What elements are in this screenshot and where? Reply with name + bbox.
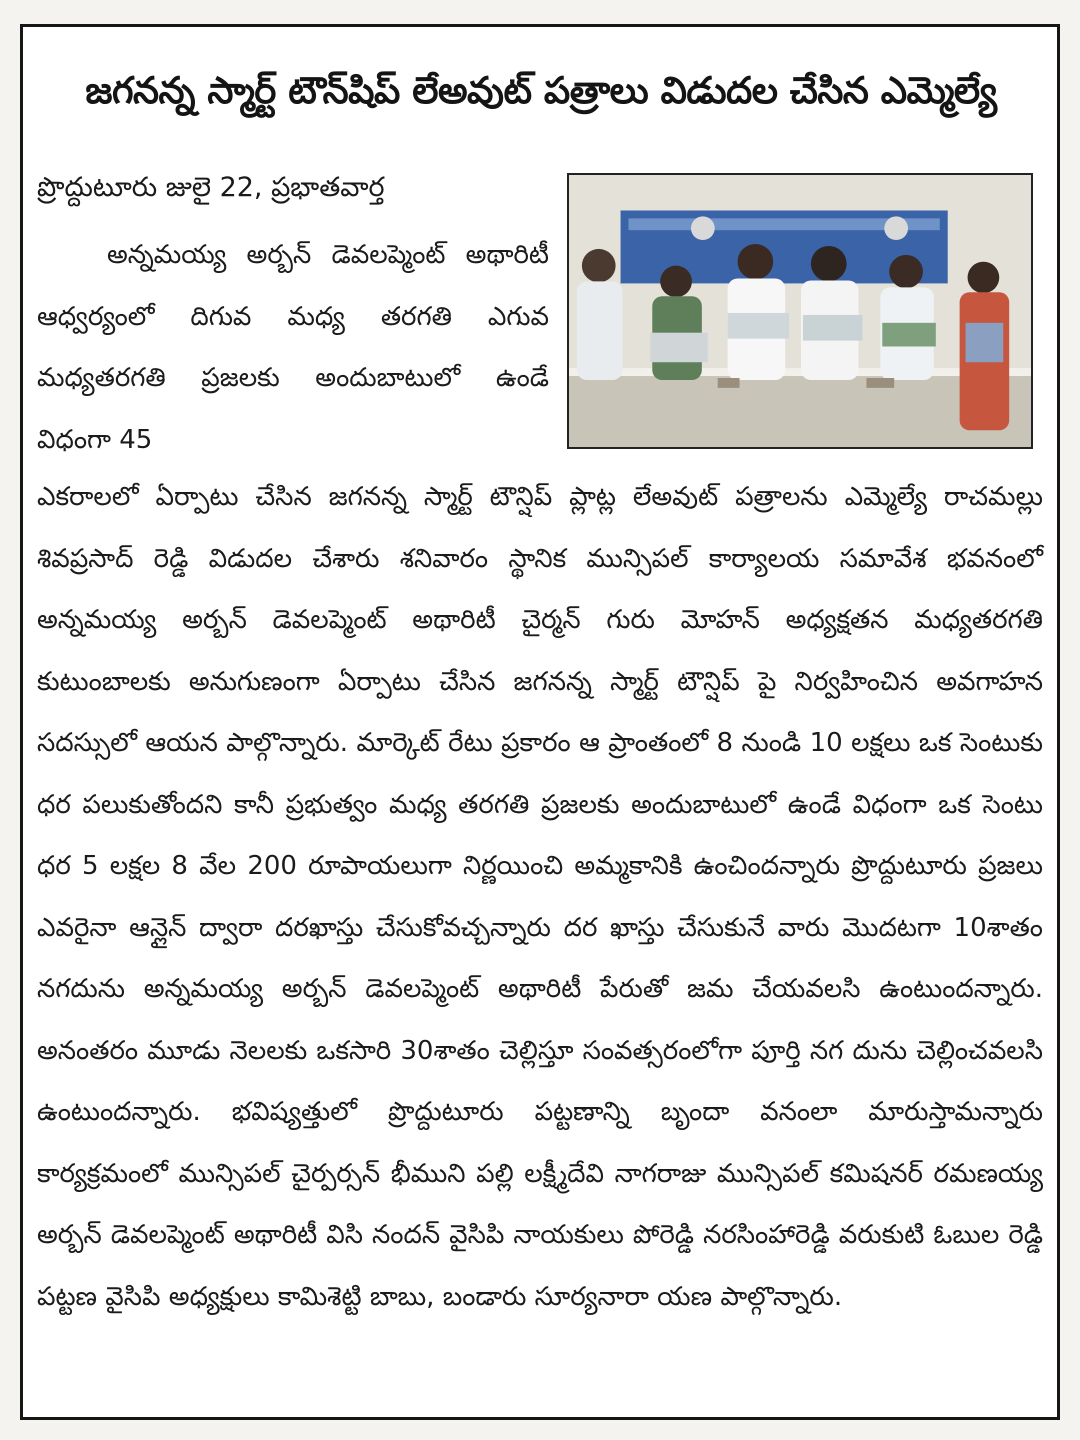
newspaper-clipping [20,24,1060,1420]
main-paragraph: ఎకరాలలో ఏర్పాటు చేసిన జగనన్న స్మార్ట్ టౌన్షిప్ ప్లాట్ల లేఅవుట్ పత్రాలను ఎమ్మెల్యే రాచమల్లు శివప్రసాద్ రెడ్డి విడుదల చేశారు శనివారం స్థానిక మున్సిపల్ కార్యాలయ సమావేశ భవనంలో అన్నమయ్య అర్బన్ డెవలప్మెంట్ అథారిటీ చైర్మన్ గురు మోహన్ అధ్యక్షతన మధ్యతరగతి కుటుంబాలకు అనుగుణంగా ఏర్పాటు చేసిన జగనన్న స్మార్ట్ టౌన్షిప్ పై నిర్వహించిన అవగాహన సదస్సులో ఆయన పాల్గొన్నారు. మార్కెట్ రేటు ప్రకారం ఆ ప్రాంతంలో 8 నుండి 10 లక్షలు ఒక సెంటుకు ధర పలుకుతోందని కానీ ప్రభుత్వం మధ్య తరగతి ప్రజలకు అందుబాటులో ఉండే విధంగా ఒక సెంటు ధర 5 లక్షల 8 వేల 200 రూపాయలుగా నిర్ణయించి అమ్మకానికి ఉంచిందన్నారు ప్రొద్దుటూరు ప్రజలు ఎవరైనా ఆన్లైన్ ద్వారా దరఖాస్తు చేసుకోవచ్చన్నారు దర ఖాస్తు చేసుకునే వారు మొదటగా 10శాతం నగదును అన్నమయ్య అర్బన్ డెవలప్మెంట్ అథారిటీ పేరుతో జమ చేయవలసి ఉంటుందన్నారు. అనంతరం మూడు నెలలకు ఒకసారి 30శాతం చెల్లిస్తూ సంవత్సరంలోగా పూర్తి నగ దును చెల్లించవలసి ఉంటుందన్నారు. భవిష్యత్తులో ప్రొద్దుటూరు పట్టణాన్ని బృందా వనంలా మారుస్తామన్నారు కార్యక్రమంలో మున్సిపల్ చైర్పర్సన్ భీముని పల్లి లక్ష్మీదేవి నాగరాజు మున్సిపల్ కమిషనర్ రమణయ్య అర్బన్ డెవలప్మెంట్ అథారిటీ విసి నందన్ వైసిపి నాయకులు పోరెడ్డి నరసింహారెడ్డి వరుకుటి ఓబుల రెడ్డి పట్టణ వైసిపి అధ్యక్షులు కామిశెట్టి బాబు, బండారు సూర్యనారా యణ పాల్గొన్నారు. [37,482,1043,1312]
event-photo-illustration [569,175,1031,447]
intro-paragraph: అన్నమయ్య అర్బన్ డెవలప్మెంట్ అథారిటీ ఆధ్వర్యంలో దిగువ మధ్య తరగతి ఎగువ మధ్యతరగతి ప్రజలకు అందుబాటులో ఉండే విధంగా 45 [37,240,549,455]
news-photo [567,173,1033,449]
dateline: ప్రొద్దుటూరు జులై 22, ప్రభాతవార్త [37,172,385,203]
headline: జగనన్న స్మార్ట్ టౌన్‌షిప్ లేఅవుట్ పత్రాలు విడుదల చేసిన ఎమ్మెల్యే [85,69,997,112]
